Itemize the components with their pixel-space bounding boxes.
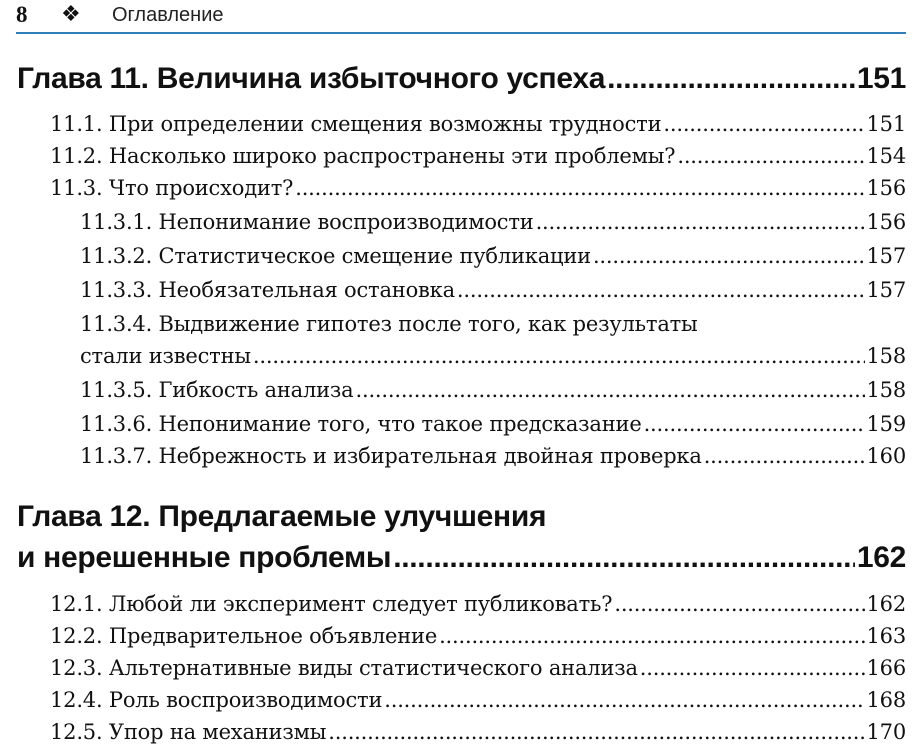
toc-entry[interactable] [80, 412, 906, 436]
entry-page: 162 [866, 592, 906, 616]
toc-entry[interactable] [50, 720, 906, 744]
toc-entry[interactable] [80, 210, 906, 234]
entry-page: 170 [866, 720, 906, 744]
entry-title: 12.2. Предварительное объявление [50, 624, 438, 648]
entry-page: 151 [866, 112, 906, 136]
chapter-11-heading[interactable] [17, 62, 906, 96]
leader-dots [295, 176, 864, 200]
entry-page: 157 [866, 244, 906, 268]
entry-title-line2: стали известны [80, 344, 251, 368]
entry-title: 12.5. Упор на механизмы [50, 720, 327, 744]
leader-dots [384, 688, 864, 712]
entry-title: 11.3.3. Необязательная остановка [80, 278, 455, 302]
leader-dots [593, 244, 865, 268]
header-title: Оглавление [112, 4, 224, 26]
leader-dots [457, 278, 865, 302]
leader-dots [536, 210, 865, 234]
entry-title: 11.2. Насколько широко распространены эти проблемы? [50, 144, 676, 168]
entry-page: 159 [866, 412, 906, 436]
entry-title: 12.4. Роль воспроизводимости [50, 688, 383, 712]
entry-title: 12.3. Альтернативные виды статистического анализа [50, 656, 638, 680]
entry-title: 11.3. Что происходит? [50, 176, 294, 200]
leader-dots [328, 720, 864, 744]
leader-dots [640, 656, 865, 680]
chapter-12-title-line1: Глава 12. Предлагаемые улучшения [17, 500, 547, 533]
entry-page: 156 [866, 176, 906, 200]
toc-entry[interactable] [50, 592, 906, 616]
entry-page: 158 [866, 378, 906, 402]
toc-entry[interactable] [50, 176, 906, 200]
entry-title: 12.1. Любой ли эксперимент следует публиковать? [50, 592, 613, 616]
toc-entry[interactable] [80, 444, 906, 468]
entry-title: 11.3.7. Небрежность и избирательная двойная проверка [80, 444, 702, 468]
chapter-title-line2: и нерешенные проблемы [17, 541, 392, 574]
leader-dots [663, 112, 864, 136]
toc-entry[interactable] [80, 344, 906, 368]
page-number: 8 [16, 2, 28, 27]
entry-page: 157 [866, 278, 906, 302]
entry-title-line1: 11.3.4. Выдвижение гипотез после того, как результаты [80, 312, 698, 336]
toc-entry[interactable] [80, 378, 906, 402]
leader-dots [439, 624, 864, 648]
leader-dots [253, 344, 865, 368]
entry-page: 166 [866, 656, 906, 680]
leader-dots [356, 378, 865, 402]
leader-dots [607, 62, 855, 96]
ornament-icon: ❖ [61, 1, 81, 26]
entry-title: 11.3.1. Непонимание воспроизводимости [80, 210, 534, 234]
toc-entry[interactable] [50, 144, 906, 168]
toc-entry[interactable] [50, 656, 906, 680]
leader-dots [704, 444, 865, 468]
entry-page: 163 [866, 624, 906, 648]
chapter-page: 151 [856, 62, 906, 95]
entry-title: 11.1. При определении смещения возможны трудности [50, 112, 662, 136]
entry-page: 158 [866, 344, 906, 368]
chapter-12-heading[interactable] [17, 541, 906, 575]
toc-entry[interactable] [80, 278, 906, 302]
entry-page: 160 [866, 444, 906, 468]
leader-dots [677, 144, 864, 168]
toc-entry[interactable] [50, 688, 906, 712]
entry-title: 11.3.5. Гибкость анализа [80, 378, 354, 402]
entry-title: 11.3.6. Непонимание того, что такое предсказание [80, 412, 642, 436]
leader-dots [644, 412, 865, 436]
toc-entry[interactable] [50, 624, 906, 648]
running-header [16, 0, 906, 34]
entry-title: 11.3.2. Статистическое смещение публикации [80, 244, 591, 268]
entry-page: 154 [866, 144, 906, 168]
entry-page: 156 [866, 210, 906, 234]
leader-dots [614, 592, 864, 616]
leader-dots [393, 541, 855, 575]
header-rule [16, 32, 906, 34]
chapter-page: 162 [856, 541, 906, 574]
entry-page: 168 [866, 688, 906, 712]
chapter-title: Глава 11. Величина избыточного успеха [17, 62, 606, 95]
toc-entry[interactable] [50, 112, 906, 136]
toc-entry[interactable] [80, 244, 906, 268]
